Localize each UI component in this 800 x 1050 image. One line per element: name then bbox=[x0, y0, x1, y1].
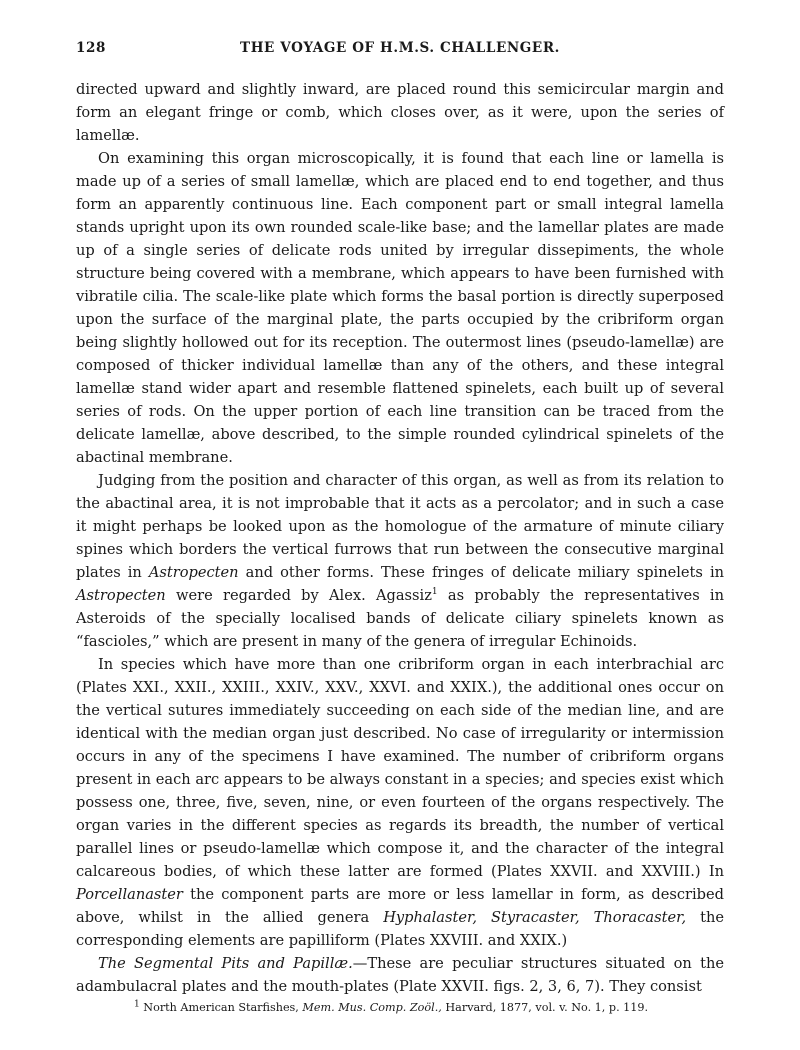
text-run: as probably the representatives in Asteroids of the specially localised bands of delicate ciliary spinelets known as “fascioles,” which are present in many of the genera of irregular Echinoids. bbox=[76, 587, 724, 650]
page-number: 128 bbox=[76, 40, 106, 56]
italic-text: Hyphalaster, Styracaster, Thoracaster, bbox=[383, 909, 687, 926]
paragraph-1 bbox=[76, 78, 724, 147]
paragraph-5-segmental-pits bbox=[76, 952, 724, 998]
text-run: directed upward and slightly inward, are placed round this semicircular margin and form an elegant fringe or comb, which closes over, as it were, upon the series of lamellæ. bbox=[76, 81, 724, 144]
text-run: the component parts are more or less lamellar in form, as described above, whilst in the allied genera bbox=[76, 886, 724, 926]
footnote-marker: 1 bbox=[134, 999, 140, 1010]
italic-text: The Segmental Pits and Papillæ. bbox=[98, 955, 353, 972]
running-header bbox=[76, 40, 724, 62]
running-title: THE VOYAGE OF H.M.S. CHALLENGER. bbox=[240, 40, 560, 56]
footnote-marker: 1 bbox=[431, 587, 438, 598]
paragraph-4 bbox=[76, 653, 724, 952]
paragraph-3 bbox=[76, 469, 724, 653]
italic-text: Astropecten bbox=[76, 587, 166, 604]
italic-text: Astropecten bbox=[148, 564, 239, 581]
body-text bbox=[76, 78, 724, 998]
text-run: North American Starfishes, bbox=[139, 1001, 303, 1014]
text-run: were regarded by Alex. Agassiz bbox=[165, 587, 432, 604]
paragraph-2 bbox=[76, 147, 724, 469]
text-run: the corresponding elements are papilliform (Plates XXVIII. and XXIX.) bbox=[76, 909, 724, 949]
text-run: Judging from the position and character of this organ, as well as from its relation to the abactinal area, it is not improbable that it acts as a percolator; and in such a case it might perhaps be looked upon as the homologue of the armature of minute ciliary spines which borders the vertical furrows that run between the consecutive marginal plates in bbox=[76, 472, 724, 581]
italic-text: Porcellanaster bbox=[76, 886, 183, 903]
italic-text: Mem. Mus. Comp. Zoöl., bbox=[302, 1001, 442, 1014]
text-run: and other forms. These fringes of delicate miliary spinelets in bbox=[238, 564, 725, 581]
text-run: On examining this organ microscopically, it is found that each line or lamella is made up of a series of small lamellæ, which are placed end to end together, and thus form an apparently continuous line. Each component part or small integral lamella stands upright upon its own rounded scale-like base; and the lamellar plates are made up of a single series of delicate rods united by irregular dissepiments, the whole structure being covered with a membrane, which appears to have been furnished with vibratile cilia. The scale-like plate which forms the basal portion is directly superposed upon the surface of the marginal plate, the parts occupied by the cribriform organ being slightly hollowed out for its reception. The outermost lines (pseudo-lamellæ) are composed of thicker individual lamellæ than any of the others, and these integral lamellæ stand wider apart and resemble flattened spinelets, each built up of several series of rods. On the upper portion of each line transition can be traced from the delicate lamellæ, above described, to the simple rounded cylindrical spinelets of the abactinal membrane. bbox=[76, 150, 724, 466]
document-page bbox=[76, 40, 724, 1016]
text-run: —These are peculiar structures situated on the adambulacral plates and the mouth-plates (Plate XXVII. figs. 2, 3, 6, 7). They consist bbox=[76, 955, 724, 995]
text-run: In species which have more than one cribriform organ in each interbrachial arc (Plates XXI., XXII., XXIII., XXIV., XXV., XXVI. and XXIX.), the additional ones occur on the vertical sutures immediately succeeding on each side of the median line, and are identical with the median organ just described. No case of irregularity or intermission occurs in any of the specimens I have examined. The number of cribriform organs present in each arc appears to be always constant in a species; and species exist which possess one, three, five, seven, nine, or even fourteen of the organs respectively. The organ varies in the different species as regards its breadth, the number of vertical parallel lines or pseudo-lamellæ which compose it, and the character of the integral calcareous bodies, of which these latter are formed (Plates XXVII. and XXVIII.) In bbox=[76, 656, 724, 880]
text-run: Harvard, 1877, vol. v. No. 1, p. 119. bbox=[441, 1001, 649, 1014]
footnote bbox=[76, 1000, 724, 1016]
